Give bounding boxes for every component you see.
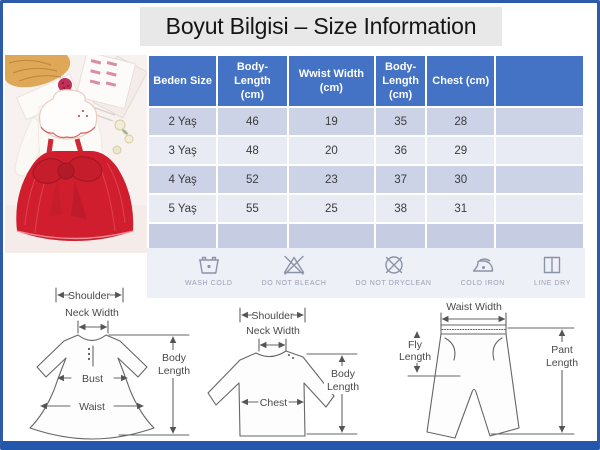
pants-waist-width-label: Waist Width [446,301,502,313]
table-header-row [149,56,583,106]
cell-value: 35 [376,108,425,135]
top-chest-label: Chest [259,397,288,409]
pants-fly-length-label: Fly [408,339,422,351]
cell-value: 37 [376,166,425,193]
dress-shoulder-label: Shoulder [67,290,111,302]
cell-value: 20 [289,137,375,164]
dress-bust-label: Bust [81,373,104,385]
wash-cold-icon [197,253,221,277]
svg-text:Length: Length [545,357,579,369]
care-item-line-dry [534,253,571,287]
care-label: WASH COLD [185,280,233,287]
top-shoulder-label: Shoulder [251,310,294,322]
size-table [147,54,585,258]
cell-size: 2 Yaş [149,108,216,135]
flowers-prop [115,120,125,130]
care-label: DO NOT DRYCLEAN [355,280,432,287]
product-photo-illustration [5,55,147,253]
do-not-bleach-icon [282,253,306,277]
pants-outline [427,334,519,438]
dress-body-length-label: Body [162,352,186,364]
pants-pant-length-label: Pant [551,344,573,356]
cell-value: 28 [427,108,494,135]
table-row [149,195,583,222]
top-outline [208,351,334,436]
cell-empty [496,108,583,135]
do-not-dryclean-icon [382,253,406,277]
cell-value: 23 [289,166,375,193]
cell-value: 30 [427,166,494,193]
care-label: COLD IRON [460,280,505,287]
pants-measurement-diagram [398,296,590,440]
care-instructions-strip [147,248,585,298]
table-row [149,108,583,135]
cell-empty [496,137,583,164]
care-label: LINE DRY [534,280,571,287]
care-item-do-not-dryclean [356,253,432,287]
page-title: Boyut Bilgisi – Size Information [140,7,502,46]
top-body-length-label: Body [331,368,355,380]
header-empty [496,56,583,106]
cell-value: 25 [289,195,375,222]
dress-outline [30,335,154,439]
cell-value: 38 [376,195,425,222]
svg-text:Length: Length [326,381,360,393]
product-photo [5,55,147,253]
cell-empty [496,166,583,193]
cell-value: 55 [218,195,286,222]
cold-iron-icon [471,253,495,277]
cell-value: 31 [427,195,494,222]
cell-size: 5 Yaş [149,195,216,222]
svg-text:Length: Length [157,365,191,377]
line-dry-icon [540,253,564,277]
dress-waist-label: Waist [79,401,105,413]
table-row [149,166,583,193]
header-beden-size: Beden Size [149,56,216,106]
care-label: DO NOT BLEACH [261,280,327,287]
cell-empty [496,195,583,222]
dress-measurement-diagram [12,278,197,440]
cell-value: 29 [427,137,494,164]
header-body-length-2: Body-Length (cm) [376,56,425,106]
header-body-length-1: Body-Length (cm) [218,56,286,106]
svg-text:Length: Length [398,351,432,363]
top-measurement-diagram [200,298,395,440]
dress-neck-width-label: Neck Width [65,307,119,319]
care-item-cold-iron [461,253,505,287]
top-neck-width-label: Neck Width [246,325,300,337]
table-row [149,137,583,164]
cell-value: 46 [218,108,286,135]
cell-value: 52 [218,166,286,193]
cell-value: 48 [218,137,286,164]
cell-size: 3 Yaş [149,137,216,164]
care-item-do-not-bleach [262,253,327,287]
header-wwist-width: Wwist Width (cm) [289,56,375,106]
header-chest: Chest (cm) [427,56,494,106]
cell-value: 19 [289,108,375,135]
dress-strap [49,139,51,153]
cell-size: 4 Yaş [149,166,216,193]
cell-value: 36 [376,137,425,164]
